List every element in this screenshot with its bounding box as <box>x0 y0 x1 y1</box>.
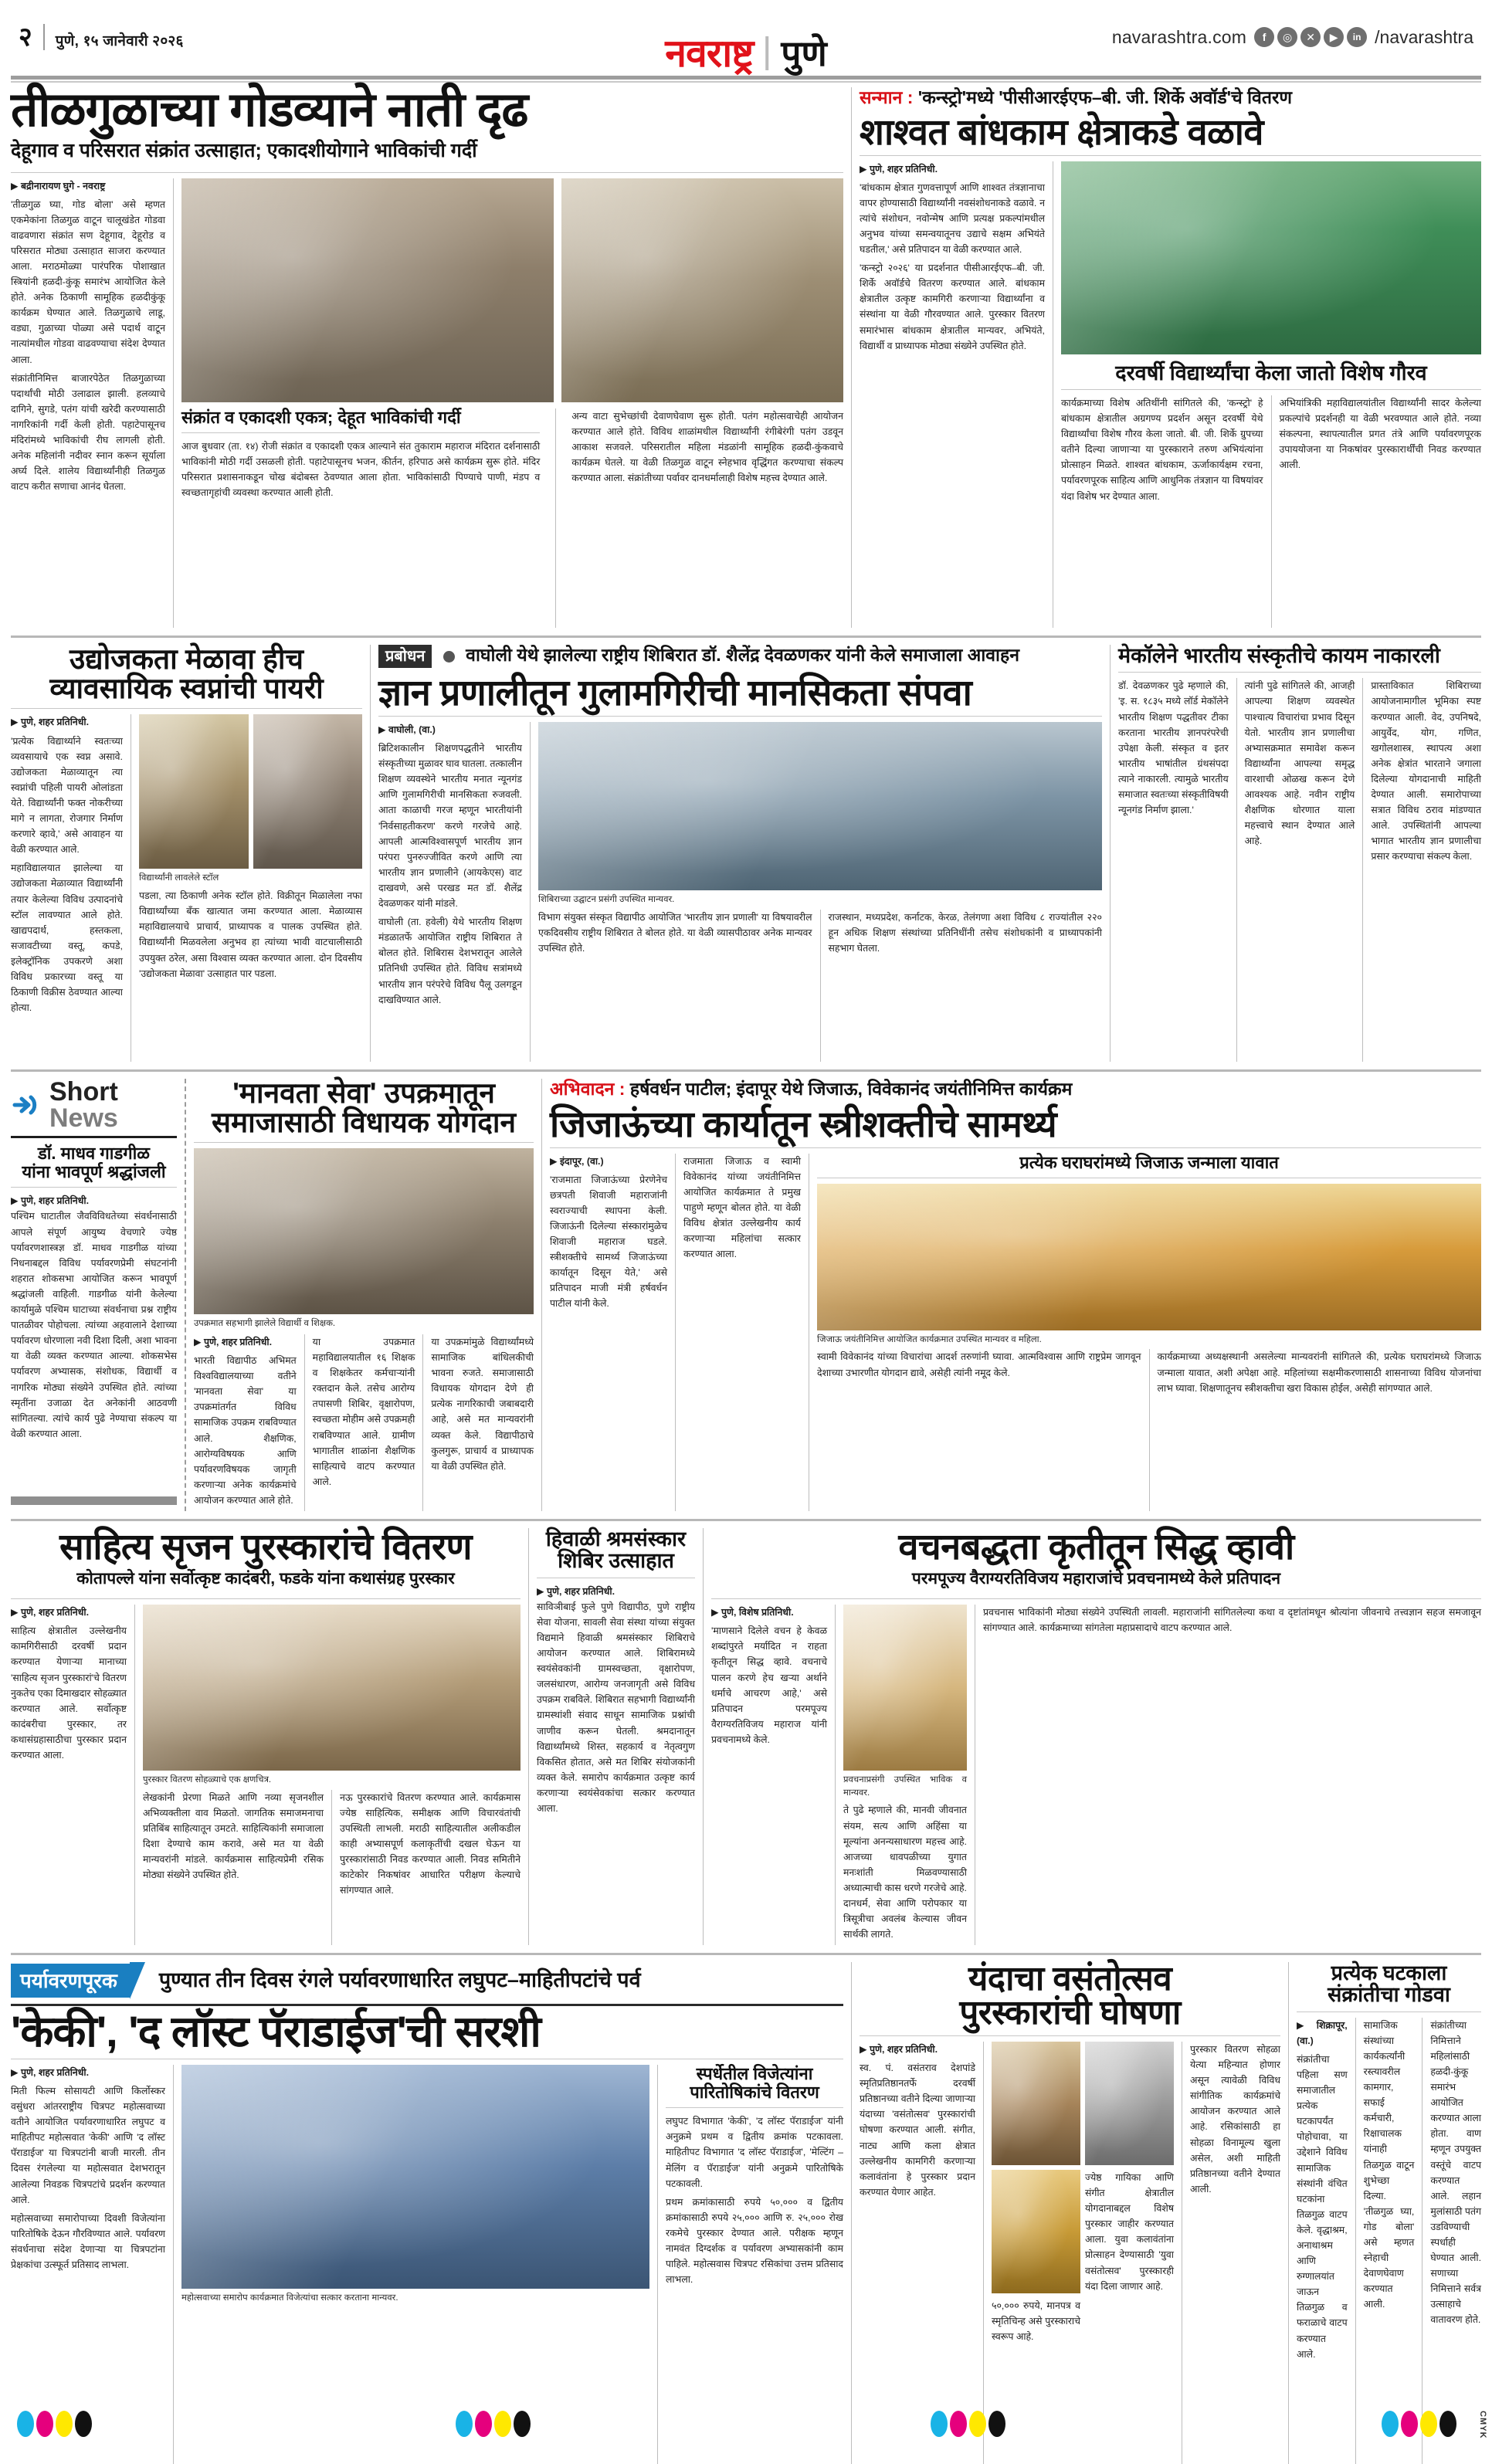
band-separator <box>370 645 371 1062</box>
b4-left-photo-caption: पुरस्कार वितरण सोहळ्याचे एक क्षणचित्र. <box>143 1775 272 1785</box>
b4-left-subhead: कोतापल्ले यांना सर्वोत्कृष्ट कादंबरी, फडके यांना कथासंग्रह पुरस्कार <box>76 1570 455 1588</box>
b4-right-rule <box>711 1598 1481 1599</box>
logo-edition-city: पुणे <box>781 33 827 73</box>
column-separator <box>835 1605 836 1945</box>
cmyk-dot-cyan <box>931 2411 948 2437</box>
lead-subhead: देहूगाव व परिसरात संक्रांत उत्साहात; एकादशीयोगाने भाविकांची गर्दी <box>11 139 477 161</box>
website-url[interactable]: navarashtra.com <box>1111 26 1247 47</box>
cmyk-marks-left <box>17 2411 92 2437</box>
lead-headline: तीळगुळाच्या गोडव्याने नाती दृढ <box>11 83 528 137</box>
facebook-icon[interactable]: f <box>1254 27 1274 47</box>
b2-center-body-4: राजस्थान, मध्यप्रदेश, कर्नाटक, केरळ, तेलंगणा अशा विविध ८ राज्यांतील २२० हून अधिक शिक्षण संस्थांच्या प्रतिनिधींनी तसेच संशोधकांनी व प्राध्यापकांनी सहभाग घेतला. <box>828 911 1102 954</box>
topright-headline: शाश्वत बांधकाम क्षेत्राकडे वळावे <box>860 110 1263 152</box>
column-separator <box>173 178 174 629</box>
b3-center-body-1: भारती विद्यापीठ अभिमत विश्वविद्यालयाच्या वतीने 'मानवता सेवा' या उपक्रमांतर्गत विविध सामाजिक उपक्रम राबविण्यात आले. शैक्षणिक, आरोग्यविषयक आणि पर्यावरणविषयक जागृती करणाऱ्या अनेक कार्यक्रमांचे आयोजन करण्यात आले होते. <box>194 1355 297 1506</box>
masthead <box>11 0 1481 74</box>
topright-rule <box>860 155 1481 156</box>
lead-body-1: 'तीळगुळ घ्या, गोड बोला' असे म्हणत एकमेकांना तिळगुळ वाटून चालूखंडेत गोडवा वाढवणारा संक्रांत सण देहूगाव, देहूरोड व परिसरात मोठ्या उत्साहात साजरा करण्यात आला. मराठमोळ्या पारंपरिक पोशाखात स्त्रियांनी हळदी-कुंकू समारंभ आयोजित केले होते. अनेक ठिकाणी सामूहिक हळदीकुंकू कार्यक्रम घेण्यात आले. तिळगुळाचे लाडू, वड्या, गुळाच्या पोळ्या असे पदार्थ वाटून नात्यांमधील गोडवा वाढवण्याचा संदेश देण्यात आला. <box>11 198 165 365</box>
band-separator <box>851 87 852 628</box>
topright-body-2: 'कन्स्ट्रो २०२६' या प्रदर्शनात पीसीआरईएफ–बी. जी. शिर्के अवॉर्डचे वितरण करण्यात आले. बांधकाम क्षेत्रातील उत्कृष्ट कामगिरी करणाऱ्या विद्यार्थ्यांना व संस्थांना या वेळी गौरवण्यात आले. पुरस्कार वितरण समारंभास बांधकाम क्षेत्रातील मान्यवर, अभियंते, विद्यार्थी व प्राध्यापक मोठ्या संख्येने उपस्थित होते. <box>860 263 1045 351</box>
b4-right-byline: ▶ पुणे, विशेष प्रतिनिधी. <box>711 1607 794 1618</box>
band-divider-4 <box>11 1953 1481 1955</box>
band-separator <box>703 1528 704 1945</box>
b4-right-column-1 <box>711 1605 827 1945</box>
cmyk-dot-cyan <box>17 2411 34 2437</box>
eco-byline: ▶ पुणे, शहर प्रतिनिधी. <box>11 2066 90 2078</box>
b5-center-body-4: ५०,००० रुपये, मानपत्र व स्मृतिचिन्ह असे पुरस्काराचे स्वरूप आहे. <box>992 2300 1080 2343</box>
lead-byline: ▶ बद्रीनारायण घुगे - नवराष्ट्र <box>11 180 106 191</box>
b3-center-photo-caption: उपक्रमात सहभागी झालेले विद्यार्थी व शिक्षक. <box>194 1319 336 1329</box>
b3-right-sub-headline: प्रत्येक घराघरांमध्ये जिजाऊ जन्माला यावात <box>1019 1152 1279 1172</box>
logo-separator <box>765 36 768 70</box>
b3-center-column-1 <box>194 1334 297 1511</box>
eco-col-head: स्पर्धेतील विजेत्यांना पारितोषिकांचे वितरण <box>690 2063 819 2103</box>
topright-body-1: 'बांधकाम क्षेत्रात गुणवत्तापूर्ण आणि शाश्वत तंत्रज्ञानाचा वापर होण्यासाठी विद्यार्थ्यांनी नवसंशोधनाकडे वळावे. न त्यांचे संशोधन, नवोन्मेष आणि प्रत्यक्ष प्रकल्पांमधील अनुभव यांच्या समन्वयातूनच उद्याचे सक्षम अभियंते घडतील,' असे प्रतिपादन या वेळी करण्यात आले. <box>860 181 1045 256</box>
short-news-rule <box>11 1136 177 1138</box>
vasantotsav-story <box>860 1962 1280 2464</box>
b3-center-body-2: या उपक्रमात महाविद्यालयातील १६ शिक्षक व शिक्षकेतर कर्मचाऱ्यांनी रक्तदान केले. तसेच आरोग्य तपासणी शिबिर, वृक्षारोपण, स्वच्छता मोहीम असे उपक्रमही राबविण्यात आले. ग्रामीण भागातील शाळांना शैक्षणिक साहित्याचे वाटप करण्यात आले. <box>312 1336 415 1487</box>
b2-right-headline: मेकॉलेने भारतीय संस्कृतीचे कायम नाकारली <box>1118 644 1440 667</box>
b2-center-kicker-text: वाघोली येथे झालेल्या राष्ट्रीय शिबिरात डॉ. शैलेंद्र देवळणकर यांनी केले समाजाला आवाहन <box>466 645 1019 666</box>
topright-sub-body-1: कार्यक्रमाच्या विशेष अतिथींनी सांगितले की, 'कन्स्ट्रो' हे बांधकाम क्षेत्रातील अग्रगण्य प्रदर्शन असून दरवर्षी येथे विद्यार्थ्यांचा विशेष गौरव केला जातो. बी. जी. शिर्के ग्रुपच्या वतीने दिल्या जाणाऱ्या या पुरस्काराने तरुण अभियंत्यांना प्रोत्साहन मिळते. शाश्वत बांधकाम, ऊर्जाकार्यक्षम रचना, पर्यावरणपूरक साहित्य आणि आधुनिक तंत्रज्ञान या विषयांवर यंदा विशेष भर देण्यात आला. <box>1061 397 1263 502</box>
band-two <box>11 645 1481 1062</box>
cmyk-label: CMYK <box>1478 2410 1487 2439</box>
b3-center-headline-2: समाजासाठी विधायक योगदान <box>212 1106 516 1138</box>
cmyk-dot-magenta <box>475 2411 492 2437</box>
short-news-title-a: Short <box>49 1077 118 1107</box>
short-news-subrule <box>11 1187 177 1188</box>
b2-center-rule <box>378 716 1102 717</box>
b2-center-headline: ज्ञान प्रणालीतून गुलामगिरीची मानसिकता संपवा <box>378 672 972 713</box>
eco-photo-caption: महोत्सवाच्या समारोप कार्यक्रमात विजेत्यांचा सत्कार करताना मान्यवर. <box>181 2293 398 2303</box>
column-separator <box>983 2042 984 2464</box>
short-news-headline-1: डॉ. माधव गाडगीळ <box>37 1144 151 1163</box>
b3-right-rule <box>550 1147 1481 1148</box>
short-news-end-bar <box>11 1496 177 1505</box>
b3-center-rule <box>194 1142 534 1143</box>
b5-center-body-3: पुरस्कार वितरण सोहळा येत्या महिन्यात होणार असून त्यावेळी विविध सांगीतिक कार्यक्रमांचे आयोजन करण्यात आले आहे. रसिकांसाठी हा सोहळा विनामूल्य खुला असेल, अशी माहिती प्रतिष्ठानच्या वतीने देण्यात आली. <box>1190 2044 1280 2195</box>
macaulay-story <box>1118 645 1481 1062</box>
b3-right-kicker-text: हर्षवर्धन पाटील; इंदापूर येथे जिजाऊ, विवेकानंद जयंतीनिमित्त कार्यक्रम <box>629 1079 1073 1099</box>
b5-right-column-1 <box>1297 2018 1348 2464</box>
short-news-body: पश्चिम घाटातील जैवविविधतेच्या संवर्धनासाठी आपले संपूर्ण आयुष्य वेचणारे ज्येष्ठ पर्यावरणशास्त्रज्ञ डॉ. माधव गाडगीळ यांच्या निधनाबद्दल विविध पर्यावरणप्रेमी संघटनांनी शहरात शोकसभा आयोजित करून भावपूर्ण श्रद्धांजली वाहिली. गाडगीळ यांनी केलेल्या कार्यामुळे पश्चिम घाटाच्या संवर्धनाचा प्रश्न राष्ट्रीय पातळीवर पोहोचला. त्यांच्या अहवालाने देशाच्या पर्यावरण धोरणाला नवी दिशा दिली, अशा भावना या वेळी व्यक्त करण्यात आल्या. शोकसभेस पर्यावरण अभ्यासक, संशोधक, विद्यार्थी व नागरिक मोठ्या संख्येने उपस्थित होते. त्यांच्या स्मृतींना उजाळा देत अनेकांनी आठवणी सांगितल्या. त्यांचे कार्य पुढे नेण्याचा संकल्प या वेळी करण्यात आला. <box>11 1211 177 1439</box>
b2-center-body-2: वाघोली (ता. हवेली) येथे भारतीय शिक्षण मंडळातर्फे आयोजित राष्ट्रीय शिबिरात ते बोलत होते. शिबिरास देशभरातून आलेले प्रतिनिधी उपस्थित होते. विविध सत्रांमध्ये भारतीय ज्ञान परंपरेचे विविध पैलू उलगडून दाखविण्यात आले. <box>378 917 522 1005</box>
lead-photo-block <box>181 178 843 629</box>
b4-left-photo-award <box>143 1605 521 1771</box>
b4-left-body-2: लेखकांनी प्रेरणा मिळते आणि नव्या सृजनशील अभिव्यक्तीला वाव मिळतो. जागतिक समाजमनाचा प्रतिबिंब साहित्यातून उमटते. साहित्यिकांनी समाजाला दिशा देण्याचे काम करावे, असे मत या वेळी मान्यवरांनी मांडले. कार्यक्रमास साहित्यप्रेमी रसिक मोठ्या संख्येने उपस्थित होते. <box>143 1791 324 1881</box>
b3-right-headline: जिजाऊंच्या कार्यातून स्त्रीशक्तीचे सामर्थ्य <box>550 1103 1056 1144</box>
eco-body-2: महोत्सवाच्या समारोपाच्या दिवशी विजेत्यांना पारितोषिके देऊन गौरविण्यात आले. पर्यावरण संवर्धनाचा संदेश देणाऱ्या या चित्रपटांना प्रेक्षकांचा उत्स्फूर्त प्रतिसाद लाभला. <box>11 2212 165 2270</box>
b3-center-body-3: या उपक्रमांमुळे विद्यार्थ्यांमध्ये सामाजिक बांधिलकीची भावना रुजते. समाजासाठी विधायक योगदान देणे ही प्रत्येक नागरिकाची जबाबदारी आहे, असे मत मान्यवरांनी व्यक्त केले. विद्यापीठाचे कुलगुरू, प्राचार्य व प्राध्यापक या वेळी उपस्थित होते. <box>431 1336 534 1472</box>
b2-center-byline: ▶ वाघोली, (वा.) <box>378 724 436 735</box>
b2-left-headline-1: उद्योजकता मेळावा हीच <box>70 643 303 675</box>
lead-photo2-text: अन्य वाटा सुभेच्छांची देवाणघेवाण सुरू होती. पतंग महोत्सवाचेही आयोजन करण्यात आले होते. विविध शाळांमधील विद्यार्थ्यांनी रंगीबेरंगी पतंग उडवून आकाश सजवले. परिसरातील महिला मंडळांनी सामूहिक हळदी-कुंकवाचे कार्यक्रम घेतले. या वेळी तिळगुळ वाटून स्नेहभाव वृद्धिंगत करण्याचा संकल्प करण्यात आला. संक्रांतीच्या पर्वावर दानधर्मालाही विशेष महत्त्व देण्यात आले. <box>571 410 843 483</box>
masthead-left <box>11 24 184 50</box>
b4-center-byline: ▶ पुणे, शहर प्रतिनिधी. <box>537 1585 615 1597</box>
entrepreneurship-story <box>11 645 362 1062</box>
short-news-arrow-icon <box>11 1090 42 1120</box>
b5-right-body-3: संक्रांतीच्या निमित्ताने महिलांसाठी हळदी-कुंकू समारंभ आयोजित करण्यात आला होता. वाण म्हणून उपयुक्त वस्तूंचे वाटप करण्यात आले. लहान मुलांसाठी पतंग उडविण्याची स्पर्धाही घेण्यात आली. सणाच्या निमित्ताने सर्वत्र उत्साहाचे वातावरण होते. <box>1430 2019 1482 2326</box>
b2-left-photo-stall-1 <box>139 714 249 869</box>
eco-col-rule <box>666 2107 843 2108</box>
column-separator <box>1362 678 1363 1062</box>
topright-photo-award-group <box>1061 161 1481 354</box>
column-separator <box>530 722 531 1062</box>
b4-right-photo-caption: प्रवचनाप्रसंगी उपस्थित भाविक व मान्यवर. <box>843 1775 967 1798</box>
column-separator <box>820 910 821 1062</box>
eco-photo-award-ceremony <box>181 2065 649 2289</box>
b5-center-body-2: ज्येष्ठ गायिका आणि संगीत क्षेत्रातील योगदानाबद्दल विशेष पुरस्कार जाहीर करण्यात आला. युवा कलावंतांना प्रोत्साहन देण्यासाठी 'युवा वसंतोत्सव' पुरस्कारही यंदा दिला जाणार आहे. <box>1085 2172 1174 2292</box>
bullet-dot-icon <box>443 651 455 663</box>
social-handle[interactable]: /navarashtra <box>1375 26 1473 47</box>
b4-right-body-2: ते पुढे म्हणाले की, मानवी जीवनात संयम, सत्य आणि अहिंसा या मूल्यांना अनन्यसाधारण महत्त्व आहे. आजच्या धावपळीच्या युगात मनःशांती मिळवण्यासाठी अध्यात्माची कास धरणे गरजेचे आहे. दानधर्म, सेवा आणि परोपकार या त्रिसूत्रीचा अवलंब केल्यास जीवन सार्थकी लागते. <box>843 1805 967 1940</box>
column-separator <box>675 1154 676 1511</box>
band-three <box>11 1079 1481 1511</box>
b3-right-photo-caption: जिजाऊ जयंतीनिमित्त आयोजित कार्यक्रमात उपस्थित मान्यवर व महिला. <box>817 1334 1042 1344</box>
b2-left-body-1: 'प्रत्येक विद्यार्थ्याने स्वतःच्या व्यवसायाचे एक स्वप्न असावे. उद्योजकता मेळाव्यातून त्या स्वप्नांची पहिली पायरी ओलांडता येते. विद्यार्थ्यांनी फक्त नोकरीच्या मागे न लागता, रोजगार निर्माण करणारे व्हावे,' असे आवाहन या वेळी करण्यात आले. <box>11 735 123 856</box>
b3-center-byline: ▶ पुणे, शहर प्रतिनिधी. <box>194 1336 273 1347</box>
masthead-divider <box>43 24 45 50</box>
topright-sub-body-2: अभियांत्रिकी महाविद्यालयांतील विद्यार्थ्यांनी सादर केलेल्या प्रकल्पांचे प्रदर्शनही या वेळी भरवण्यात आले होते. नव्या संकल्पना, स्थापत्यातील प्रगत तंत्रे आणि पर्यावरणपूरक उपाययोजना या निकषांवर पुरस्कारार्थींची निवड करण्यात आली. <box>1279 397 1481 471</box>
short-news-title <box>49 1079 177 1131</box>
b4-left-rule <box>11 1598 521 1599</box>
b2-right-body-3: प्रास्ताविकात शिबिराच्या आयोजनामागील भूमिका स्पष्ट करण्यात आली. वेद, उपनिषदे, आयुर्वेद, योग, गणित, खगोलशास्त्र, स्थापत्य अशा अनेक क्षेत्रांत भारताने जगाला दिलेल्या योगदानाची माहिती देण्यात आली. समारोपाच्या सत्रात विविध ठराव मांडण्यात आले. उपस्थितांनी आपल्या भागात भारतीय ज्ञान प्रणालीचा प्रसार करण्याचा संकल्प केला. <box>1371 680 1482 863</box>
topright-kicker <box>860 87 1481 109</box>
band-separator <box>1288 1962 1289 2464</box>
b2-center-photo-caption: शिबिराच्या उद्घाटन प्रसंगी उपस्थित मान्यवर. <box>538 895 675 904</box>
vachanbaddhata-story <box>711 1528 1481 1945</box>
b2-center-body-3: विभाग संयुक्त संस्कृत विद्यापीठ आयोजित 'भारतीय ज्ञान प्रणाली' या विषयावरील एकदिवसीय राष्ट्रीय शिबिरात ते बोलत होते. या वेळी व्यासपीठावर अनेक मान्यवर उपस्थित होते. <box>538 911 812 954</box>
cmyk-dot-black <box>1439 2411 1456 2437</box>
b2-left-rule <box>11 708 362 709</box>
cmyk-marks-right <box>1382 2411 1456 2437</box>
cmyk-dot-yellow <box>969 2411 986 2437</box>
lead-photo-street <box>561 178 843 402</box>
social-icons <box>1254 27 1367 47</box>
topright-story <box>860 87 1481 628</box>
cmyk-registration-bar <box>0 2403 1492 2449</box>
eco-kicker-text: पुण्यात तीन दिवस रंगले पर्यावरणाधारित लघुपट–माहितीपटांचे पर्व <box>158 1968 641 1992</box>
column-separator <box>555 408 556 629</box>
b4-left-body-3: नऊ पुरस्कारांचे वितरण करण्यात आले. कार्यक्रमास ज्येष्ठ साहित्यिक, समीक्षक आणि विचारवंतांची उपस्थिती लाभली. मराठी साहित्यातील अलीकडील काही अभ्यासपूर्ण कलाकृतींची दखल घेऊन या पुरस्कारांसाठी निवड करण्यात आली. निवड समितीने काटेकोर निकषांवर आधारित परीक्षण केल्याचे सांगण्यात आले. <box>340 1791 521 1896</box>
x-twitter-icon[interactable]: ✕ <box>1300 27 1321 47</box>
b2-right-body-2: त्यांनी पुढे सांगितले की, आजही आपल्या शिक्षण व्यवस्थेत पाश्चात्य विचारांचा प्रभाव दिसून येतो. भारतीय ज्ञान प्रणालीचा अभ्यासक्रमात समावेश करून विद्यार्थ्यांना आपल्या समृद्ध वारशाची ओळख करून देणे आवश्यक आहे. नवीन राष्ट्रीय शैक्षणिक धोरणात याला महत्त्वाचे स्थान देण्यात आले आहे. <box>1244 680 1355 847</box>
cmyk-dot-cyan <box>456 2411 473 2437</box>
page-number: २ <box>19 22 32 52</box>
b5-right-body-1: संक्रांतीचा पहिला सण समाजातील प्रत्येक घटकापर्यंत पोहोचावा, या उद्देशाने विविध सामाजिक संस्थांनी वंचित घटकांना तिळगुळ वाटप केले. वृद्धाश्रम, अनाथाश्रम आणि रुग्णालयांत जाऊन तिळगुळ व फराळाचे वाटप करण्यात आले. <box>1297 2053 1348 2360</box>
cmyk-dot-yellow <box>56 2411 73 2437</box>
cmyk-dot-cyan <box>1382 2411 1399 2437</box>
subhead-rule <box>1061 389 1481 390</box>
column-separator <box>1149 1349 1150 1511</box>
b2-left-body-3: पडला, त्या ठिकाणी अनेक स्टॉल होते. विक्रीतून मिळालेला नफा विद्यार्थ्यांच्या बँक खात्यात जमा करण्यात आला. मेळाव्यास महाविद्यालयाचे प्राचार्य, प्राध्यापक व पालक उपस्थित होते. विद्यार्थ्यांनी मिळवलेला अनुभव हा त्यांच्या भावी वाटचालीसाठी उपयुक्त ठरेल, असा विश्वास व्यक्त करण्यात आला. दोन दिवसीय 'उद्योजकता मेळावा' उत्साहात पार पडला. <box>139 890 362 979</box>
b3-right-column-1 <box>550 1154 667 1511</box>
column-separator <box>134 1605 135 1945</box>
b5-center-headline-1: यंदाचा वसंतोत्सव <box>968 1960 1172 1998</box>
b5-center-rule <box>860 2035 1280 2036</box>
cmyk-dot-magenta <box>1401 2411 1418 2437</box>
lead-photo1-text: आज बुधवार (ता. १४) रोजी संक्रांत व एकादशी एकत्र आल्याने संत तुकाराम महाराज मंदिरात दर्शनासाठी भाविकांनी मोठी गर्दी उसळली होती. पहाटेपासूनच भजन, कीर्तन, हरिपाठ असे कार्यक्रम सुरू होते. मंदिर परिसरात प्रशासनाकडून चोख बंदोबस्त ठेवण्यात आला होता. भाविकांसाठी पिण्याचे पाणी, मंडप व स्वच्छतागृहांची व्यवस्था करण्यात आली होती. <box>181 440 541 498</box>
jijau-story <box>550 1079 1481 1511</box>
cmyk-dot-black <box>988 2411 1005 2437</box>
b5-center-photo-portrait-2 <box>1085 2042 1174 2165</box>
b3-right-kicker-label: अभिवादन : <box>550 1079 626 1099</box>
b3-right-body-3: स्वामी विवेकानंद यांच्या विचारांचा आदर्श तरुणांनी घ्यावा. आत्मविश्वास आणि राष्ट्रप्रेम जागवून देशाच्या उभारणीत योगदान द्यावे, असेही त्यांनी नमूद केले. <box>817 1351 1141 1378</box>
b4-right-photo-maharaj <box>843 1605 967 1771</box>
edition-date: पुणे, १५ जानेवारी २०२६ <box>55 33 184 49</box>
b3-center-headline-1: 'मानवता सेवा' उपक्रमातून <box>232 1077 495 1109</box>
lead-photo-temple-hall <box>181 178 554 402</box>
logo-navarashtra: नवराष्ट्र <box>665 32 754 75</box>
b4-left-byline: ▶ पुणे, शहर प्रतिनिधी. <box>11 1607 90 1618</box>
topright-column-1 <box>860 161 1045 628</box>
b4-right-body-3: प्रवचनास भाविकांनी मोठ्या संख्येने उपस्थिती लावली. महाराजांनी सांगितलेल्या कथा व दृष्टांतांमधून श्रोत्यांना जीवनाचे तत्त्वज्ञान सहज समजावून सांगण्यात आले. कार्यक्रमाच्या सांगतेला महाप्रसादाचे वाटप करण्यात आले. <box>983 1607 1481 1634</box>
b2-right-rule <box>1118 672 1481 673</box>
eco-film-story <box>11 1962 843 2464</box>
b3-right-kicker <box>550 1079 1481 1100</box>
masthead-right <box>1112 27 1481 48</box>
cmyk-marks-center-right <box>931 2411 1005 2437</box>
eco-rule <box>11 2004 843 2006</box>
band-divider-1 <box>11 635 1481 638</box>
topright-kicker-label: सन्मान : <box>860 87 914 107</box>
band-separator <box>528 1528 529 1945</box>
topright-sub-headline: दरवर्षी विद्यार्थ्यांचा केला जातो विशेष गौरव <box>1115 361 1427 385</box>
b2-left-photo-caption: विद्यार्थ्यांनी लावलेले स्टॉल <box>139 873 219 883</box>
band-four <box>11 1528 1481 1945</box>
lead-story <box>11 83 843 628</box>
lead-rule <box>11 172 843 173</box>
manavata-seva-story <box>194 1079 534 1511</box>
short-news-title-b: News <box>49 1103 118 1133</box>
column-separator <box>1355 2018 1356 2464</box>
short-news-box <box>11 1079 177 1511</box>
b2-left-body-2: महाविद्यालयात झालेल्या या उद्योजकता मेळाव्यात विद्यार्थ्यांनी तयार केलेल्या विविध उत्पादनांचे स्टॉल लावण्यात आले होते. खाद्यपदार्थ, हस्तकला, सजावटीच्या वस्तू, कपडे, इलेक्ट्रॉनिक उपकरणे अशा विविध प्रकारच्या वस्तू या ठिकाणी विक्रीस ठेवण्यात आल्या होत्या. <box>11 863 123 1014</box>
masthead-rule-thin <box>11 81 1481 83</box>
b4-right-body-1: 'माणसाने दिलेले वचन हे केवळ शब्दांपुरते मर्यादित न राहता कृतीतून सिद्ध व्हावे. वचनाचे पालन करणे हेच खऱ्या अर्थाने धर्माचे आचरण आहे,' असे प्रतिपादन परमपूज्य वैराग्यरतिविजय महाराज यांनी प्रवचनामध्ये केले. <box>711 1625 827 1745</box>
cmyk-marks-center-left <box>456 2411 531 2437</box>
b4-left-column-1 <box>11 1605 127 1945</box>
b5-right-body-2: सामाजिक संस्थांच्या कार्यकर्त्यांनी रस्त्यावरील कामगार, सफाई कर्मचारी, रिक्षाचालक यांनाही तिळगुळ वाटून शुभेच्छा दिल्या. 'तीळगुळ घ्या, गोड बोला' असे म्हणत स्नेहाची देवाणघेवाण करण्यात आली. <box>1363 2019 1415 2310</box>
lead-column-1 <box>11 178 165 629</box>
b3-right-photo-event <box>817 1184 1481 1330</box>
eco-kicker-row <box>11 1962 843 1999</box>
eco-headline: 'केकी', 'द लॉस्ट पॅराडाईज'ची सरशी <box>11 2007 541 2056</box>
b4-center-headline-2: शिबिर उत्साहात <box>558 1549 674 1573</box>
band-divider-2 <box>11 1069 1481 1072</box>
cmyk-dot-yellow <box>1420 2411 1437 2437</box>
b5-right-byline: ▶ शिक्रापूर, (वा.) <box>1297 2019 1348 2046</box>
eco-tag-label: पर्यावरणपूरक <box>11 1964 130 1998</box>
band-separator <box>541 1079 542 1511</box>
sahitya-srujan-story <box>11 1528 521 1945</box>
band-lead <box>11 83 1481 628</box>
masthead-rule-thick <box>11 76 1481 80</box>
eco-col-body-2: प्रथम क्रमांकासाठी रुपये ५०,००० व द्वितीय क्रमांकासाठी रुपये २५,००० आणि रु. २५,००० रोख रकमेचे पुरस्कार देण्यात आले. परीक्षक म्हणून नामवंत दिग्दर्शक व पर्यावरण अभ्यासकांनी काम पाहिले. महोत्सवास चित्रपट रसिकांचा उत्तम प्रतिसाद लाभला. <box>666 2196 843 2286</box>
youtube-icon[interactable]: ▶ <box>1324 27 1344 47</box>
short-news-dashed-separator <box>185 1079 186 1511</box>
gyan-pranali-story <box>378 645 1102 1062</box>
b3-center-photo-group <box>194 1148 534 1314</box>
eco-col-body-1: लघुपट विभागात 'केकी', 'द लॉस्ट पॅराडाईज' यांनी अनुक्रमे प्रथम व द्वितीय क्रमांक पटकावला. माहितीपट विभागात 'द लॉस्ट पॅराडाईज', 'मेल्टिंग – मेलिंग व पॅराडाईज' यांनी अनुक्रमे पारितोषिके पटकावली. <box>666 2116 843 2189</box>
caption-rule <box>181 432 540 433</box>
b4-left-body-1: साहित्य क्षेत्रातील उल्लेखनीय कामगिरीसाठी दरवर्षी प्रदान करण्यात येणाऱ्या मानाच्या 'साहित्य सृजन पुरस्कारां'चे वितरण नुकतेच एका दिमाखदार सोहळ्यात करण्यात आले. सर्वोत्कृष्ट कादंबरीचा पुरस्कार, तर कथासंग्रहासाठीचा पुरस्कार प्रदान करण्यात आला. <box>11 1625 127 1761</box>
b5-center-photo-portrait-1 <box>992 2042 1080 2165</box>
topright-kicker-text: 'कन्स्ट्रो'मध्ये 'पीसीआरईएफ–बी. जी. शिर्के अवॉर्ड'चे वितरण <box>917 87 1292 107</box>
linkedin-icon[interactable]: in <box>1347 27 1367 47</box>
b2-center-column-1 <box>378 722 522 1062</box>
instagram-icon[interactable]: ◎ <box>1277 27 1297 47</box>
sankranti-goad-story <box>1297 1962 1481 2464</box>
b2-center-photo-dais <box>538 722 1102 890</box>
b2-center-kicker <box>378 645 1102 668</box>
b5-center-photo-portrait-3 <box>992 2170 1080 2293</box>
short-news-headline-2: यांना भावपूर्ण श्रद्धांजली <box>22 1162 166 1182</box>
b2-left-headline-2: व्यावसायिक स्वप्नांची पायरी <box>49 672 324 704</box>
column-separator <box>1236 678 1237 1062</box>
cmyk-dot-black <box>514 2411 531 2437</box>
cmyk-dot-black <box>75 2411 92 2437</box>
b5-center-column-1 <box>860 2042 975 2464</box>
column-separator <box>304 1334 305 1511</box>
cmyk-dot-magenta <box>950 2411 967 2437</box>
b4-left-headline: साहित्य सृजन पुरस्कारांचे वितरण <box>59 1526 472 1567</box>
cmyk-dot-yellow <box>494 2411 511 2437</box>
b2-center-body-1: ब्रिटिशकालीन शिक्षणपद्धतीने भारतीय संस्कृतीच्या मुळावर घाव घातला. तत्कालीन शिक्षण व्यवस्थेने भारतीय मनात न्यूनगंड आणि गुलामगिरीची मानसिकता रुजवली. आता काळाची गरज म्हणून भारतीयांनी 'निर्वसाहतीकरण' करणे गरजेचे आहे. आपली आत्मविश्वासपूर्ण भारतीय ज्ञान परंपरा पुनरुज्जीवित करणे आणि त्या भारतीय ज्ञान प्रणालीने (आयकेएस) वाट दाखवणे, असे परखड मत डॉ. शैलेंद्र देवळणकर यांनी मांडले. <box>378 743 522 910</box>
b2-left-photo-stall-2 <box>253 714 363 869</box>
masthead-logo[interactable] <box>665 34 827 73</box>
b3-right-body-2: राजमाता जिजाऊ व स्वामी विवेकानंद यांच्या जयंतीनिमित्त आयोजित कार्यक्रमात ते प्रमुख पाहुणे म्हणून बोलत होते. या वेळी विविध क्षेत्रांत उल्लेखनीय कार्य करणाऱ्या महिलांचा सत्कार करण्यात आला. <box>683 1155 801 1260</box>
band-five <box>11 1962 1481 2464</box>
cmyk-dot-magenta <box>36 2411 53 2437</box>
b3-right-body-1: 'राजमाता जिजाऊंच्या प्रेरणेनेच छत्रपती शिवाजी महाराजांनी स्वराज्याची स्थापना केली. जिजाऊंनी दिलेल्या संस्कारांमुळेच शिवाजी महाराज घडले. स्त्रीशक्तीचे सामर्थ्य जिजाऊंच्या कार्यातून दिसून येते,' असे प्रतिपादन माजी मंत्री हर्षवर्धन पाटील यांनी केले. <box>550 1174 667 1310</box>
band-separator <box>851 1962 852 2464</box>
lead-photo1-caption-head: संक्रांत व एकादशी एकत्र; देहूत भाविकांची गर्दी <box>181 407 461 427</box>
lead-body-2: संक्रांतीनिमित्त बाजारपेठेत तिळगुळाच्या पदार्थांची मोठी उलाढाल झाली. हलव्याचे दागिने, सुगडे, पतंग यांची खरेदी करण्यासाठी नागरिकांनी गर्दी केली होती. पहाटेपासूनच मंदिरांमध्ये भाविकांची रीघ लागली होती. अनेक महिलांनी नदीवर स्नान करून सूर्याला अर्घ्य दिले. शालेय विद्यार्थ्यांनीही तिळगुळ वाटप करीत सणाचा आनंद घेतला. <box>11 372 165 493</box>
b5-right-headline-1: प्रत्येक घटकाला <box>1331 1961 1447 1984</box>
column-separator <box>1271 395 1272 628</box>
column-separator <box>422 1334 423 1511</box>
short-news-header <box>11 1079 177 1131</box>
b4-right-subhead: परमपूज्य वैराग्यरतिविजय महाराजांचे प्रवचनामध्ये केले प्रतिपादन <box>911 1570 1281 1588</box>
b2-left-column-1 <box>11 714 123 1062</box>
b2-right-body-1: डॉ. देवळणकर पुढे म्हणाले की, 'इ. स. १८३५ मध्ये लॉर्ड मेकॉलेने भारतीय शिक्षण पद्धतीवर टीका करताना भारतीय ज्ञानपरंपरेची उपेक्षा केली. संस्कृत व इतर भारतीय भाषांतील ग्रंथसंपदा त्याने नाकारली. त्यामुळे भारतीय समाजात स्वतःच्या संस्कृतीविषयी न्यूनगंड निर्माण झाला.' <box>1118 680 1229 816</box>
short-news-byline: ▶ पुणे, शहर प्रतिनिधी. <box>11 1195 90 1207</box>
b5-center-byline: ▶ पुणे, शहर प्रतिनिधी. <box>860 2044 938 2055</box>
b2-center-kicker-tag: प्रबोधन <box>378 645 432 668</box>
eco-tag-slash <box>130 1962 145 1999</box>
column-separator <box>331 1790 332 1945</box>
band-divider-3 <box>11 1519 1481 1521</box>
b3-right-byline: ▶ इंदापूर, (वा.) <box>550 1155 604 1167</box>
hiwali-shibir-story <box>537 1528 695 1945</box>
band-separator <box>1110 645 1111 1062</box>
b3-right-sub-body: कार्यक्रमाच्या अध्यक्षस्थानी असलेल्या मान्यवरांनी सांगितले की, प्रत्येक घराघरांमध्ये जिजाऊ जन्माला यावात, अशी अपेक्षा आहे. महिलांच्या सक्षमीकरणासाठी शासनाच्या विविध योजनांचा लाभ घ्यावा. शिक्षणातूनच स्त्रीशक्तीचा खरा विकास होईल, असेही सांगण्यात आले. <box>1157 1351 1481 1394</box>
eco-body-1: मिती फिल्म सोसायटी आणि किर्लोस्कर वसुंधरा आंतरराष्ट्रीय चित्रपट महोत्सवाच्या वतीने आयोजित पर्यावरणाधारित लघुपट व माहितीपट महोत्सवात 'केकी' आणि 'द लॉस्ट पॅराडाईज' या चित्रपटांनी बाजी मारली. तीन दिवस रंगलेल्या या महोत्सवात देशभरातून आलेल्या निवडक चित्रपटांचे प्रदर्शन करण्यात आले. <box>11 2085 165 2205</box>
b4-right-headline: वचनबद्धता कृतीतून सिद्ध व्हावी <box>898 1526 1294 1567</box>
b4-center-headline-1: हिवाळी श्रमसंस्कार <box>545 1527 687 1551</box>
b4-center-body: साविञीबाई फुले पुणे विद्यापीठ, पुणे राष्ट्रीय सेवा योजना, सावली सेवा संस्था यांच्या संयुक्त विद्यमाने हिवाळी श्रमसंस्कार शिबिराचे आयोजन करण्यात आले. शिबिरामध्ये स्वयंसेवकांनी ग्रामस्वच्छता, वृक्षारोपण, जलसंधारण, आरोग्य जनजागृती असे विविध उपक्रम राबविले. शिबिरात सहभागी विद्यार्थ्यांनी ग्रामस्थांशी संवाद साधून सामाजिक प्रश्नांची जाणीव करून घेतली. श्रमदानातून विद्यार्थ्यांमध्ये शिस्त, सहकार्य व नेतृत्वगुण विकसित होतात, असे मत शिबिर संयोजकांनी व्यक्त केले. समारोप कार्यक्रमात उत्कृष्ट कार्य करणाऱ्या स्वयंसेवकांचा सत्कार करण्यात आला. <box>537 1601 695 1814</box>
topright-byline: ▶ पुणे, शहर प्रतिनिधी. <box>860 163 938 175</box>
b5-center-headline-2: पुरस्कारांची घोषणा <box>959 1994 1181 2032</box>
b5-center-body-1: स्व. पं. वसंतराव देशपांडे स्मृतिप्रतिष्ठानतर्फे दरवर्षी प्रतिष्ठानच्या वतीने दिल्या जाणाऱ्या यंदाच्या 'वसंतोत्सव' पुरस्कारांची घोषणा करण्यात आली. संगीत, नाट्य आणि कला क्षेत्रात उल्लेखनीय कामगिरी करणाऱ्या कलावंतांना हे पुरस्कार प्रदान करण्यात येणार आहेत. <box>860 2062 975 2198</box>
b5-right-headline-2: संक्रांतीचा गोडवा <box>1328 1983 1450 2007</box>
b2-left-byline: ▶ पुणे, शहर प्रतिनिधी. <box>11 717 90 728</box>
